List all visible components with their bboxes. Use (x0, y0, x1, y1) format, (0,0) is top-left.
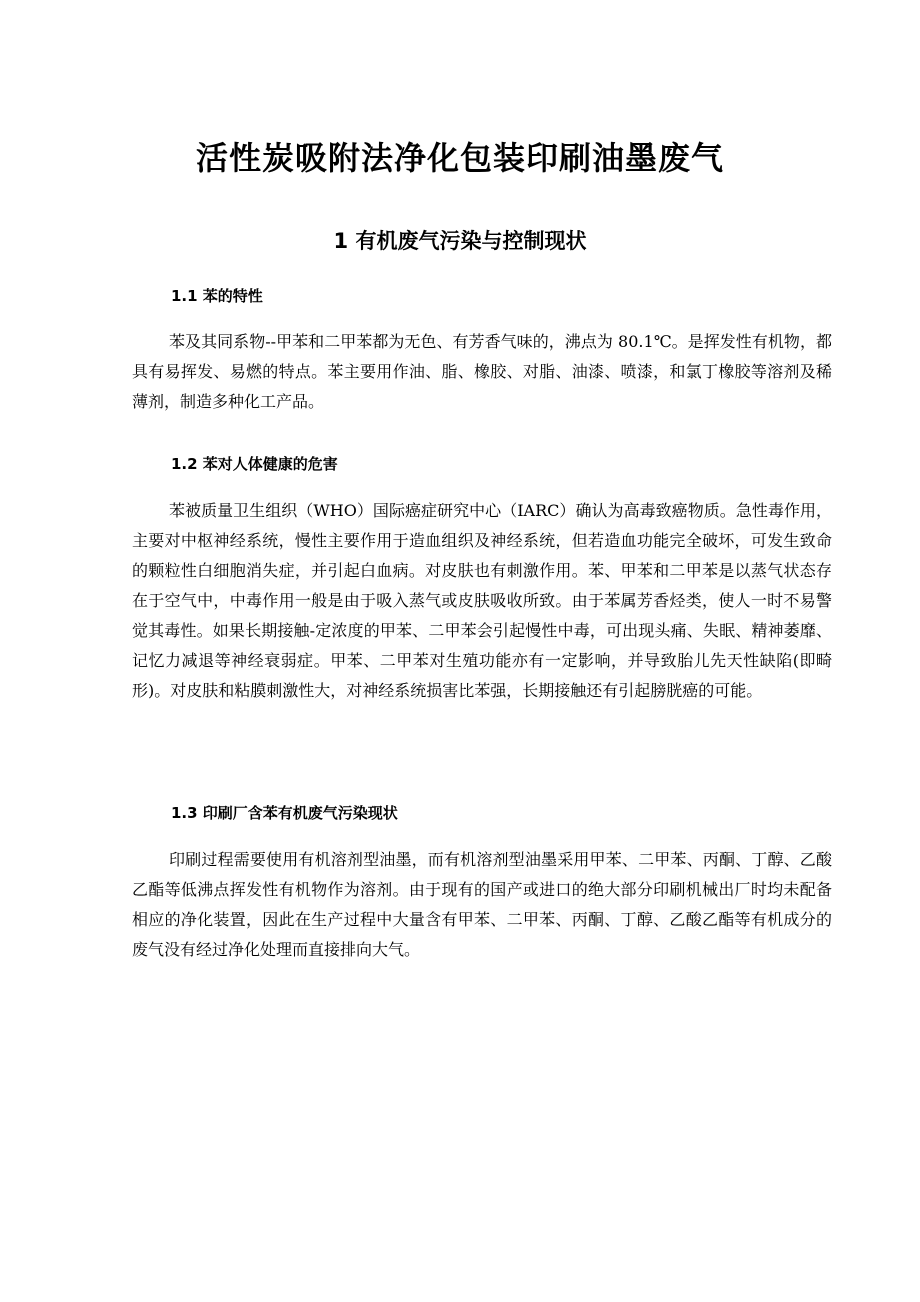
subsection-heading-1-1: 1.1 苯的特性 (171, 287, 263, 305)
subsection-heading-1-2: 1.2 苯对人体健康的危害 (171, 455, 338, 473)
paragraph-health-hazards: 苯被质量卫生组织（WHO）国际癌症研究中心（IARC）确认为高毒致癌物质。急性毒作用，主要对中枢神经系统，慢性主要作用于造血组织及神经系统，但若造血功能完全破坏，可发生致命的颗粒性白细胞消失症，并引起白血病。对皮肤也有刺激作用。苯、甲苯和二甲苯是以蒸气状态存在于空气中，中毒作用一般是由于吸入蒸气或皮肤吸收所致。由于苯属芳香烃类，使人一时不易警觉其毒性。如果长期接触-定浓度的甲苯、二甲苯会引起慢性中毒，可出现头痛、失眠、精神萎靡、记忆力减退等神经衰弱症。甲苯、二甲苯对生殖功能亦有一定影响，并导致胎儿先天性缺陷(即畸形)。对皮肤和粘膜刺激性大，对神经系统损害比苯强，长期接触还有引起膀胱癌的可能。 (132, 501, 832, 700)
section-title: 1 有机废气污染与控制现状 (333, 229, 587, 253)
paragraph-benzene-properties: 苯及其同系物--甲苯和二甲苯都为无色、有芳香气味的，沸点为 80.1℃。是挥发性有机物，都具有易挥发、易燃的特点。苯主要用作油、脂、橡胶、对脂、油漆、喷漆，和氯丁橡胶等溶剂及稀薄剂，制造多种化工产品。 (132, 332, 832, 411)
paragraph-pollution-status: 印刷过程需要使用有机溶剂型油墨，而有机溶剂型油墨采用甲苯、二甲苯、丙酮、丁醇、乙酸乙酯等低沸点挥发性有机物作为溶剂。由于现有的国产或进口的绝大部分印刷机械出厂时均未配备相应的净化装置，因此在生产过程中大量含有甲苯、二甲苯、丙酮、丁醇、乙酸乙酯等有机成分的废气没有经过净化处理而直接排向大气。 (132, 850, 832, 959)
subsection-heading-1-3: 1.3 印刷厂含苯有机废气污染现状 (171, 804, 398, 822)
document-title: 活性炭吸附法净化包装印刷油墨废气 (195, 139, 724, 177)
